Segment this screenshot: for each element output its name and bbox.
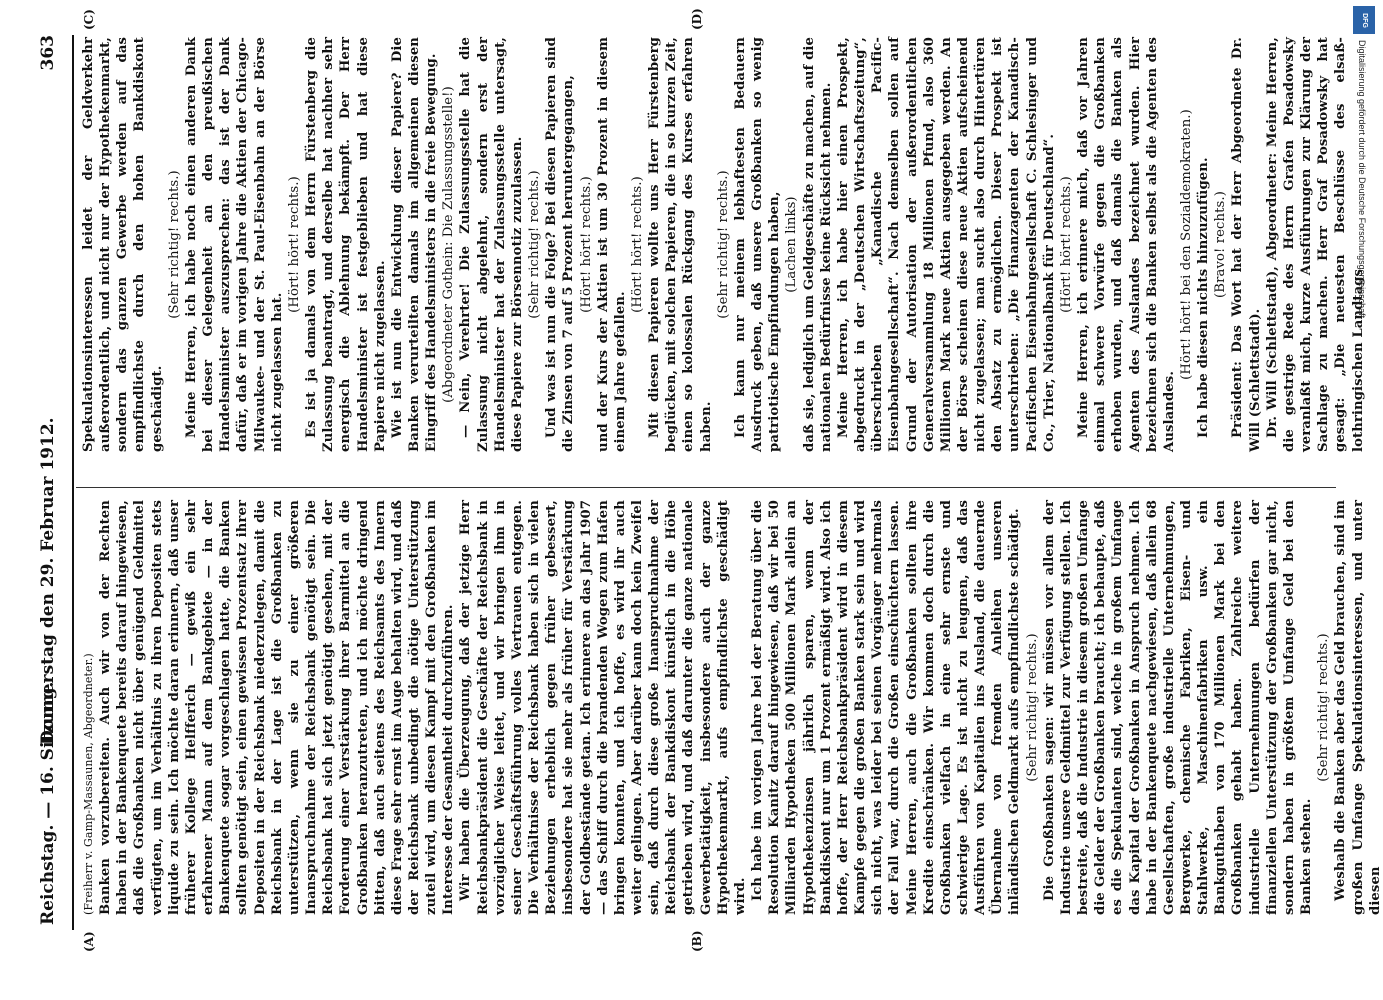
interjection: (Sehr richtig! rechts.) <box>166 170 182 319</box>
paragraph: Ich habe diesen nichts hinzuzufügen. <box>1196 157 1212 438</box>
paragraph: daß sie, lediglich um Geldgeschäfte zu machen, auf die nationalen Bedürfnisse keine Rücksicht nehmen. <box>801 37 834 452</box>
page-number: 363 <box>38 35 58 71</box>
paragraph: Mit diesen Papieren wollte uns Herr Fürstenberg beglücken, mit solchen Papieren, die in so kurzen Zeit, einen so kolossalen Rückgang des Kurses erfahren haben. <box>647 37 714 452</box>
interjection: (Hört! hört! rechts.) <box>1058 176 1074 313</box>
paragraph: Ich habe im vorigen Jahre bei der Beratung über die Resolution Kanitz darauf hingewiesen, daß wir bei 50 Milliarden Hypotheken 500 Millionen Mark allein an Hypothekenzinsen jährlich sparen, wenn der Bankdiskont nur um 1 Prozent ermäßigt wird. Also ich hoffe, der Herr Reichsbankpräsident wird in diesem Kampfe gegen die großen Banken stark sein und wird sich nicht, was leider bei seinen Vorgänger mehrmals der Fall war, durch die Großen einschüchtern lassen. Meine Herren, auch die Großbanken sollten ihre Kredite einschränken. Wir kommen doch durch die Großbanken vielfach in eine sehr ernste und schwierige Lage. Es ist nicht zu leugnen, daß das Ausführen von Kapitalien ins Ausland, die dauernde Übernahme von fremden Anleihen unseren inländischen Geldmarkt aufs empfindlichste schädigt. <box>750 500 1023 915</box>
header-date: Donnerstag den 29. Februar 1912. <box>38 417 58 745</box>
header-left: Reichstag. — 16. Sitzung. <box>38 681 58 925</box>
paragraph: und der Kurs der Aktien ist um 30 Prozent in diesem einem Jahre gefallen. <box>595 37 628 452</box>
marker-a: (A) <box>82 931 96 952</box>
marker-b: (B) <box>690 930 704 952</box>
interjection: (Sehr richtig! rechts.) <box>715 170 731 319</box>
interjection: (Sehr richtig! rechts.) <box>527 170 543 319</box>
dfg-logo-text: DFG <box>1360 12 1368 28</box>
interjection: (Hört! hört! rechts.) <box>578 176 594 313</box>
interjection: (Bravo! rechts.) <box>1213 191 1229 298</box>
paragraph: Wie ist nun die Entwicklung dieser Papiere? Die Banken verurteilten damals im allgemeinen diesen Eingriff des Handelsministers in die freie Bewegung. <box>389 37 440 452</box>
credit-text: Digitalisierung gefördert durch die Deutsche Forschungsgemeinschaft <box>1357 40 1367 319</box>
speaker-line: (Freiherr v. Gamp-Massaunen, Abgeordneter.) <box>82 653 95 915</box>
paragraph: Und was ist nun die Folge? Bei diesen Papieren sind die Zinsen von 7 auf 5 Prozent heruntergegangen, <box>544 37 577 452</box>
paragraph: Meine Herren, ich habe noch einen anderen Dank bei dieser Gelegenheit an den preußischen Handelsminister auszusprechen: das ist der Dank dafür, daß er im vorigen Jahre die Aktien der Chicago-Milwaukee- und der St. Paul-Eisenbahn an der Börse nicht zugelassen hat. <box>183 37 285 452</box>
paragraph: Weshalb die Banken aber das Geld brauchen, sind im großen Umfange Spekulationsinteressen, und unter diesen <box>1333 500 1383 915</box>
interjection: (Sehr richtig! rechts.) <box>1316 633 1332 782</box>
paragraph: Wir haben die Überzeugung, daß der jetzige Herr Reichsbankpräsident die Geschäfte der Reichsbank in vorzüglicher Weise leitet, und wir bringen ihm in seiner Geschäftsführung volles Vertrauen entgegen. Die Verhältnisse der Reichsbank haben sich in vielen Beziehungen erheblich gegen früher gebessert, insbesondere hat sie mehr als früher für Verstärkung der Goldbestände getan. Ich erinnere an das Jahr 1907 — das Schiff durch die brandenden Wogen zum Hafen bringen konnten, und ich hoffe, es wird ihr auch weiter gelingen. Aber darüber kann doch kein Zweifel sein, daß durch diese große Inanspruchnahme der Reichsbank der Bankdiskont künstlich in die Höhe getrieben wird, und daß darunter die ganze nationale Gewerbetätigkeit, insbesondere auch der ganze Hypothekenmarkt, aufs empfindlichste geschädigt wird. <box>458 500 748 915</box>
left-column <box>80 500 1383 915</box>
paragraph: Es ist ja damals von dem Herrn Fürstenberg die Zulassung beantragt, und derselbe hat nachher sehr energisch die Ablehnung bekämpft. Der Herr Handelsminister ist festgeblieben und hat diese Papiere nicht zugelassen. <box>304 37 388 452</box>
interjection: (Lachen links) <box>784 196 800 293</box>
interjection: (Abgeordneter Gothein: Die Zulassungsstelle!) <box>441 86 457 403</box>
header-rule <box>72 35 74 930</box>
dfg-logo <box>1353 6 1375 34</box>
paragraph: Banken vorzubereiten. Auch wir von der Rechten haben in der Bankenquete bereits darauf hingewiesen, daß die Großbanken nicht über genügend Geldmittel verfügten, um im Verhältnis zu ihren Depositen stets liquide zu sein. Ich möchte daran erinnern, daß unser früherer Kollege Helfferich — gewiß ein sehr erfahrener Mann auf dem Bankgebiete — in der Bankenquete sogar vorgeschlagen hatte, die Banken sollten genötigt sein, einen gewissen Prozentsatz ihrer Depositen in der Reichsbank niederzulegen, damit die Reichsbank in der Lage ist die Großbanken zu unterstützen, wenn sie zu einer größeren Inanspruchnahme der Reichsbank genötigt sein. Die Reichsbank hat sich jetzt genötigt gesehen, mit der Forderung einer Verstärkung ihrer Barmittel an die Großbanken heranzutreten, und ich möchte dringend bitten, daß auch seitens des Reichsamts des Innern diese Frage sehr ernst im Auge behalten wird, und daß der Reichsbank unbedingt die nötige Unterstützung zuteil wird, um diesen Kampf mit den Großbanken im Interesse der Gesamtheit durchzuführen. <box>98 500 457 915</box>
digitization-credit <box>1355 40 1371 920</box>
paragraph: Meine Herren, ich erinnere mich, daß vor Jahren einmal schwere Vorwürfe gegen die Großbanken erhoben wurden, und daß damals die Banken als Agenten des Auslandes bezeichnet wurden. Hier bezeichnen sich die Banken selbst als die Agenten des Auslandes. <box>1076 37 1177 452</box>
interjection: (Hört! hört! rechts.) <box>630 176 645 313</box>
interjection: (Hört! hört! rechts.) <box>286 176 302 313</box>
interjection: (Sehr richtig! rechts.) <box>1024 633 1040 782</box>
right-column <box>80 37 1367 452</box>
marker-c: (C) <box>82 9 96 30</box>
paragraph: — Nein, Verehrter! Die Zulassungsstelle hat die Zulassung nicht abgelehnt, sondern erst der Handelsminister hat der Zulassungsstelle untersagt, diese Papiere zur Börsennotiz zuzulassen. <box>458 37 525 452</box>
marker-d: (D) <box>690 8 704 30</box>
column-divider <box>76 487 1336 488</box>
paragraph: Präsident: Das Wort hat der Herr Abgeordnete Dr. Will (Schlettstadt). <box>1230 37 1263 452</box>
paragraph: Dr. Will (Schlettstadt), Abgeordneter: Meine Herren, die gestrige Rede des Herrn Grafen Posadowsky veranlaßt mich, kurze Ausführungen zur Klärung der Sachlage zu machen. Herr Graf Posadowsky hat gesagt: „Die neuesten Beschlüsse des elsaß-lothringischen Landtags <box>1264 37 1366 452</box>
interjection: (Hört! hört! bei den Sozialdemokraten.) <box>1179 109 1194 380</box>
paragraph: Ich kann nur meinem lebhaftesten Bedauern Ausdruck geben, daß unsere Großbanken so wenig patriotische Empfindungen haben, <box>732 37 783 452</box>
paragraph: Die Großbanken sagen: wir müssen vor allem der Industrie unsere Geldmittel zur Verfügung stellen. Ich bestreite, daß die Industrie in diesem großen Umfange die Gelder der Großbanken braucht; ich behaupte, daß es die Spekulanten sind, welche in großem Umfange das Kapital der Großbanken in Anspruch nehmen. Ich habe in der Bankenquete nachgewiesen, daß allein 68 Gesellschaften, große industrielle Unternehmungen, Bergwerke, chemische Fabriken, Eisen- und Stahlwerke, Maschinenfabriken usw. ein Bankguthaben von 170 Millionen Mark bei den Großbanken gehabt haben. Zahlreiche weitere industrielle Unternehmungen bedürfen der finanziellen Unterstützung der Großbanken gar nicht, sondern haben in größtem Umfange Geld bei den Banken stehen. <box>1041 500 1315 915</box>
paragraph: Meine Herren, ich habe hier einen Prospekt, abgedruckt in der „Deutschen Wirtschaftszeitung“, überschrieben „Kanadische Pacific-Eisenbahngesellschaft“. Nach demselben sollen auf Grund der Autorisation der außerordentlichen Generalversammlung 18 Millionen Pfund, also 360 Millionen Mark neue Aktien ausgegeben werden. An der Börse scheinen diese neue Aktien aufscheinend nicht zugelassen; man sucht also durch Hintertüren den Absatz zu ermöglichen. Dieser Prospekt ist unterschrieben: „Die Finanzagenten der Kanadisch-Pacifischen Eisenbahngesellschaft C. Schlesinger und Co., Trier, Nationalbank für Deutschland“. <box>835 37 1057 452</box>
paragraph: Spekulationsinteressen leidet der Geldverkehr außerordentlich, und nicht nur der Hypothekenmarkt, sondern das ganzen Gewerbe werden auf das empfindlichste durch den hohen Bankdiskont geschädigt. <box>81 37 165 452</box>
page-header <box>38 35 68 925</box>
